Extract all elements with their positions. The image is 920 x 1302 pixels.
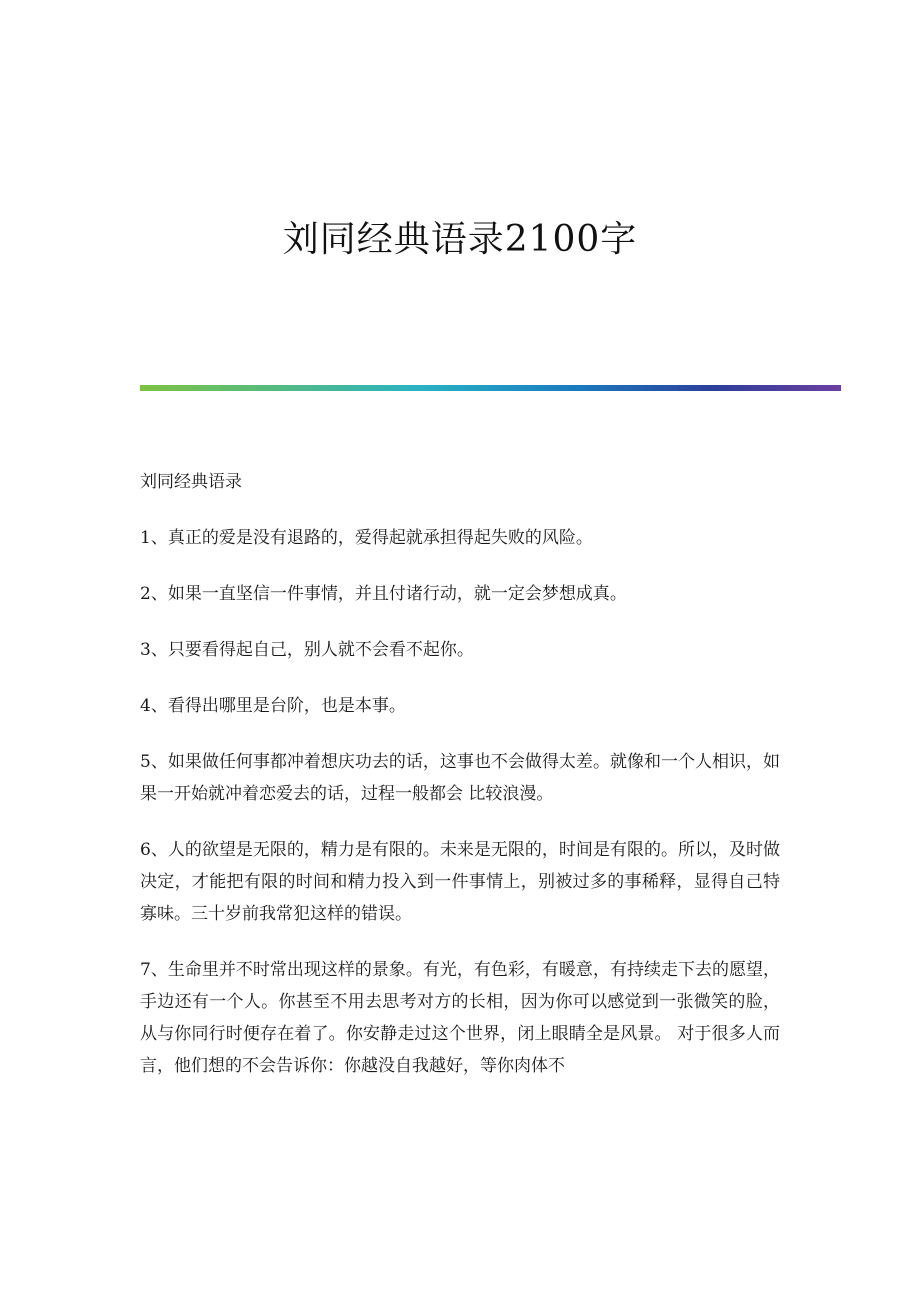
quote-paragraph: 2、如果一直坚信一件事情，并且付诸行动，就一定会梦想成真。 bbox=[140, 584, 627, 604]
gradient-divider bbox=[140, 385, 841, 391]
quote-paragraph: 4、看得出哪里是台阶，也是本事。 bbox=[140, 696, 406, 716]
document-title: 刘同经典语录2100字 bbox=[282, 219, 638, 260]
section-heading: 刘同经典语录 bbox=[140, 472, 242, 492]
quote-paragraph: 1、真正的爱是没有退路的，爱得起就承担得起失败的风险。 bbox=[140, 528, 593, 548]
quote-paragraph: 3、只要看得起自己，别人就不会看不起你。 bbox=[140, 640, 474, 660]
document-body bbox=[140, 466, 780, 1106]
quote-paragraph: 5、如果做任何事都冲着想庆功去的话，这事也不会做得太差。就像和一个人相识，如果一开始就冲着恋爱去的话，过程一般都会 比较浪漫。 bbox=[140, 752, 780, 804]
quote-paragraph: 6、人的欲望是无限的，精力是有限的。未来是无限的，时间是有限的。所以，及时做决定，才能把有限的时间和精力投入到一件事情上，别被过多的事稀释，显得自己特寡味。三十岁前我常犯这样的错误。 bbox=[140, 840, 780, 924]
quote-paragraph: 7、生命里并不时常出现这样的景象。有光，有色彩，有暖意，有持续走下去的愿望，手边还有一个人。你甚至不用去思考对方的长相，因为你可以感觉到一张微笑的脸，从与你同行时便存在着了。你安静走过这个世界，闭上眼睛全是风景。 对于很多人而言，他们想的不会告诉你：你越没自我越好，等你肉体不 bbox=[140, 960, 780, 1076]
